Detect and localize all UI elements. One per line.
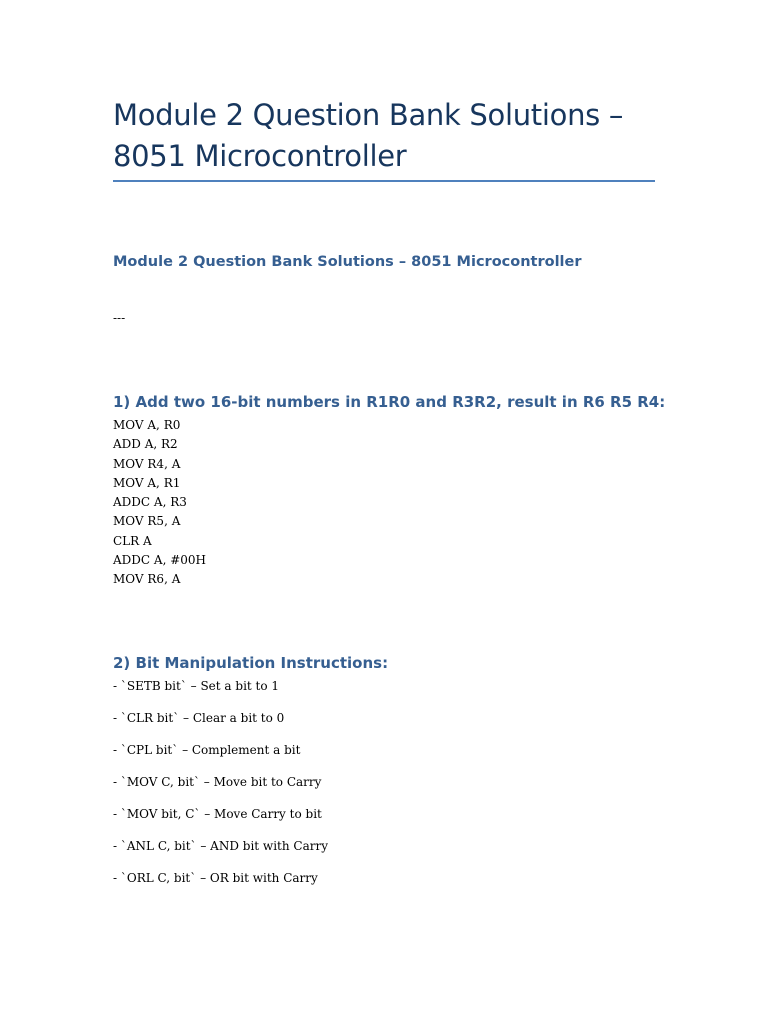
code-line: MOV R5, A — [113, 514, 181, 529]
code-line: MOV A, R1 — [113, 475, 181, 490]
code-line: MOV A, R0 — [113, 418, 181, 432]
title-underline-rule — [113, 180, 655, 182]
code-line: MOV R4, A — [113, 456, 181, 471]
section-separator: --- — [113, 311, 126, 325]
list-item: - `ORL C, bit` – OR bit with Carry — [113, 871, 318, 885]
list-item: - `MOV bit, C` – Move Carry to bit — [113, 807, 322, 821]
code-line: ADDC A, R3 — [113, 495, 187, 509]
list-item: - `CLR bit` – Clear a bit to 0 — [113, 711, 285, 725]
question-1-heading: 1) Add two 16-bit numbers in R1R0 and R3R2, result in R6 R5 R4: — [113, 393, 666, 411]
bit-instruction-list — [113, 677, 328, 901]
code-line: CLR A — [113, 533, 152, 548]
question-2-heading: 2) Bit Manipulation Instructions: — [113, 654, 389, 672]
document-title: Module 2 Question Bank Solutions – 8051 Microcontroller — [113, 98, 624, 173]
code-line: ADD A, R2 — [113, 437, 178, 452]
code-line: MOV R6, A — [113, 572, 181, 586]
list-item: - `SETB bit` – Set a bit to 1 — [113, 679, 280, 693]
code-line: ADDC A, #00H — [113, 552, 206, 567]
list-item: - `CPL bit` – Complement a bit — [113, 743, 301, 757]
question-1-code-block — [113, 416, 206, 589]
list-item: - `MOV C, bit` – Move bit to Carry — [113, 775, 322, 789]
list-item: - `ANL C, bit` – AND bit with Carry — [113, 839, 328, 853]
main-heading: Module 2 Question Bank Solutions – 8051 Microcontroller — [113, 254, 582, 270]
